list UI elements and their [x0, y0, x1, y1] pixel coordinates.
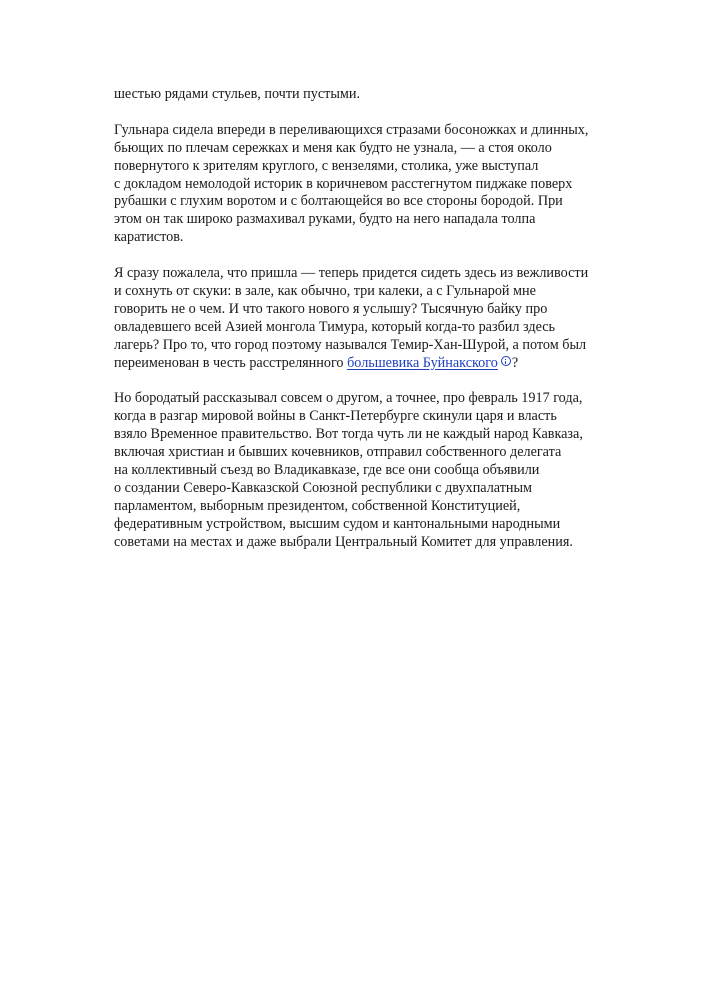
text-line: включая христиан и бывших кочевников, отправил собственного делегата — [114, 444, 562, 461]
text-line: о создании Северо-Кавказской Союзной республики с двухпалатным — [114, 479, 533, 496]
document-body — [114, 86, 600, 569]
text-line: взяло Временное правительство. Вот тогда чуть ли не каждый народ Кавказа, — [114, 426, 583, 443]
text-line: говорить не о чем. И что такого нового я услышу? Тысячную байку про — [114, 300, 548, 317]
bolshevik-buynaksky-link[interactable]: большевика Буйнакского — [347, 354, 498, 371]
paragraph-2 — [114, 122, 600, 247]
text-line: этом он так широко размахивал руками, будто на него нападала толпа — [114, 211, 536, 228]
text-line: федеративным устройством, высшим судом и кантональными народными — [114, 515, 561, 532]
paragraph-1 — [114, 86, 600, 104]
text-line: с докладом немолодой историк в коричневом расстегнутом пиджаке поверх — [114, 175, 573, 192]
text-line: парламентом, выборным президентом, собственной Конституцией, — [114, 497, 521, 514]
text-line: шестью рядами стульев, почти пустыми. — [114, 86, 360, 102]
text-line: Но бородатый рассказывал совсем о другом, а точнее, про февраль 1917 года, — [114, 390, 583, 407]
text-line: когда в разгар мировой войны в Санкт-Петербурге скинули царя и власть — [114, 408, 557, 425]
text-line: повернутого к зрителям круглого, с вензелями, столика, уже выступал — [114, 157, 539, 174]
text-line-with-link — [114, 355, 600, 373]
text-line: каратистов. — [114, 229, 184, 246]
text-line: Я сразу пожалела, что пришла — теперь придется сидеть здесь из вежливости — [114, 265, 589, 282]
text-line: советами на местах и даже выбрали Центральный Комитет для управления. — [114, 533, 573, 550]
text-line: лагерь? Про то, что город поэтому назывался Темир-Хан-Шурой, а потом был — [114, 336, 587, 353]
text-line: на коллективный съезд во Владикавказе, где все они сообща объявили — [114, 461, 540, 478]
text-line: рубашки с глухим воротом и с болтающейся во все стороны бородой. При — [114, 193, 563, 210]
text-line: Гульнара сидела впереди в переливающихся стразами босоножках и длинных, — [114, 121, 589, 138]
text-line: и сохнуть от скуки: в зале, как обычно, три калеки, а с Гульнарой мне — [114, 282, 536, 299]
link-suffix-text: ? — [511, 354, 519, 371]
text-line: овладевшего всей Азией монгола Тимура, который когда-то разбил здесь — [114, 318, 555, 335]
link-prefix-text: переименован в честь расстрелянного — [114, 354, 348, 371]
paragraph-3 — [114, 265, 600, 372]
paragraph-4 — [114, 390, 600, 551]
info-circle-icon[interactable] — [501, 356, 511, 366]
text-line: бьющих по плечам сережках и меня как будто не узнала, — а стоя около — [114, 139, 552, 156]
